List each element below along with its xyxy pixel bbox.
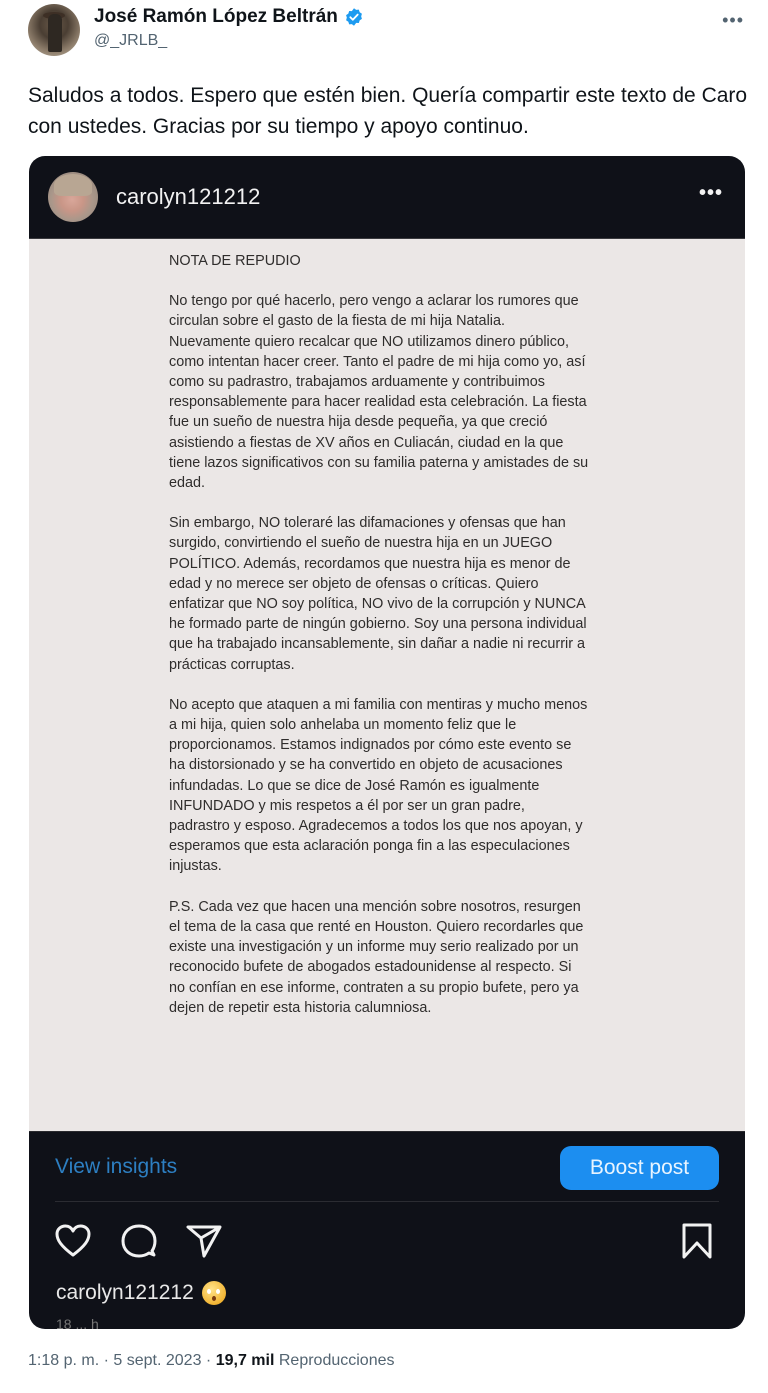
tweet-date[interactable]: 5 sept. 2023: [113, 1352, 202, 1369]
note-paragraph-2: Sin embargo, NO toleraré las difamaciones y ofensas que han surgido, convirtiendo el sueño de nuestra hija en un JUEGO POLÍTICO. Además, recordamos que nuestra hija es menor de edad y no merece ser objeto de ofensas o críticas. Quiero enfatizar que NO soy política, NO vivo de la corrupción y NUNCA he formado parte de ningún gobierno. Soy una persona individual que ha trabajado incansablemente, sin dañar a nadie ni recurrir a prácticas corruptas.: [169, 515, 587, 673]
ig-insights-bar: [29, 1131, 745, 1201]
tweet-text: Saludos a todos. Espero que estén bien. Quería compartir este texto de Caro con ustedes. Gracias por su tiempo y apoyo continuo.: [28, 84, 748, 138]
ig-divider: [55, 1201, 719, 1202]
ig-cutoff-text: 18 ... h: [56, 1316, 99, 1329]
tweet-time[interactable]: 1:18 p. m.: [28, 1352, 100, 1369]
ig-post-image: [29, 238, 745, 1131]
boost-post-button[interactable]: Boost post: [560, 1146, 719, 1190]
instagram-post-embed[interactable]: [29, 156, 745, 1329]
share-send-icon[interactable]: [184, 1221, 224, 1261]
avatar-figure-shape: [48, 14, 62, 52]
ig-post-header: [29, 156, 745, 238]
ig-username[interactable]: carolyn121212: [116, 184, 261, 209]
view-insights-link[interactable]: View insights: [55, 1155, 178, 1178]
note-title: NOTA DE REPUDIO: [169, 253, 301, 269]
note-paragraph-3: No acepto que ataquen a mi familia con mentiras y mucho menos a mi hija, quien solo anhelaba un momento feliz que le proporcionamos. Estamos indignados por cómo este evento se ha distorsionado y se ha convertido en objeto de acusaciones infundadas. Lo que se dice de José Ramón es igualmente INFUNDADO y mis respetos a él por ser un gran padre, padrastro y esposo. Agradecemos a todos los que nos apoyan, y esperamos que esta aclaración ponga fin a las especulaciones injustas.: [169, 696, 588, 875]
tweet-header: [28, 4, 748, 60]
views-label: Reproducciones: [278, 1352, 395, 1369]
author-name-row: [94, 6, 364, 28]
views-count: 19,7 mil: [215, 1352, 275, 1369]
caption-username[interactable]: carolyn121212: [56, 1281, 194, 1304]
flushed-face-emoji-icon: [202, 1281, 226, 1305]
verified-badge-icon: [344, 7, 364, 27]
repudiation-note: [169, 251, 589, 1038]
ig-caption: [56, 1281, 226, 1305]
note-postscript: P.S. Cada vez que hacen una mención sobre nosotros, resurgen el tema de la casa que renté en Houston. Quiero recordarles que existe una investigación y un informe muy serio realizado por un reconocido bufete de abogados estadounidense al respecto. Si no confían en ese informe, contraten a su propio bufete, pero ya dejen de repetir esta historia calumniosa.: [169, 898, 584, 1016]
bookmark-icon[interactable]: [677, 1221, 717, 1261]
ig-user-avatar[interactable]: [48, 172, 98, 222]
comment-icon[interactable]: [119, 1221, 159, 1261]
footer-separator: ·: [205, 1352, 212, 1369]
note-paragraph-1: No tengo por qué hacerlo, pero vengo a aclarar los rumores que circulan sobre el gasto de la fiesta de mi hija Natalia. Nuevamente quiero recalcar que NO utilizamos dinero público, como intentan hacer creer. Tanto el padre de mi hija como yo, así como su padrastro, trabajamos arduamente y contribuimos responsablemente para hacer realidad esta celebración. La fiesta fue un sueño de nuestra hija desde pequeña, ya que creció asistiendo a fiestas de XV años en Culiacán, ciudad en la que tiene lazos significativos con su familia paterna y amistades de su edad.: [169, 293, 589, 492]
ig-more-options-icon[interactable]: •••: [698, 182, 723, 204]
ig-action-icons: [29, 1221, 745, 1271]
author-avatar[interactable]: [28, 4, 80, 56]
heart-icon[interactable]: [53, 1221, 93, 1261]
author-name[interactable]: José Ramón López Beltrán: [94, 6, 338, 27]
more-options-icon[interactable]: •••: [722, 10, 744, 30]
tweet-footer: [28, 1352, 394, 1370]
author-info: [94, 4, 364, 60]
author-handle[interactable]: @_JRLB_: [94, 32, 168, 49]
footer-separator: ·: [103, 1352, 109, 1369]
